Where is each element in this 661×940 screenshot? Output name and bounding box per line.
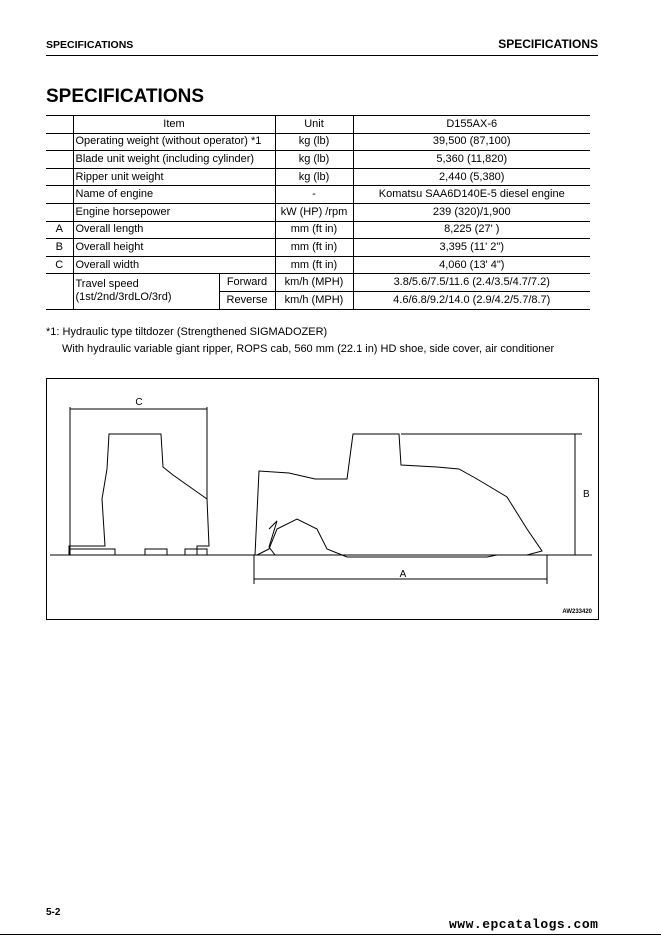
row-unit: km/h (MPH) (275, 274, 353, 292)
page-number: 5-2 (46, 907, 61, 918)
row-value: 5,360 (11,820) (353, 151, 590, 169)
header-model: D155AX-6 (353, 116, 590, 134)
row-item: Ripper unit weight (73, 168, 275, 186)
row-unit: km/h (MPH) (275, 291, 353, 309)
row-value: 3.8/5.6/7.5/11.6 (2.4/3.5/4.7/7.2) (353, 274, 590, 292)
table-row (46, 239, 590, 257)
specifications-table (46, 115, 590, 310)
travel-direction-forward: Forward (219, 274, 275, 292)
website-watermark[interactable]: www.epcatalogs.com (449, 917, 599, 932)
dimension-c-label: C (135, 397, 143, 408)
header-item: Item (73, 116, 275, 134)
row-mark: C (46, 256, 73, 274)
row-mark: B (46, 239, 73, 257)
front-view-outline (69, 434, 209, 555)
row-mark (46, 168, 73, 186)
travel-speed-label (73, 274, 219, 309)
travel-speed-label-line2: (1st/2nd/3rdLO/3rd) (75, 291, 172, 304)
row-unit: - (275, 186, 353, 204)
row-value: Komatsu SAA6D140E-5 diesel engine (353, 186, 590, 204)
travel-speed-label-line1: Travel speed (75, 278, 139, 291)
travel-direction-reverse: Reverse (219, 291, 275, 309)
row-mark (46, 203, 73, 221)
dimension-figure (46, 378, 599, 620)
row-unit: mm (ft in) (275, 239, 353, 257)
row-item: Engine horsepower (73, 203, 275, 221)
table-header-row (46, 116, 590, 134)
dimension-a-label: A (399, 569, 407, 580)
row-unit: kg (lb) (275, 133, 353, 151)
footnote-line-2: With hydraulic variable giant ripper, ROPS cab, 560 mm (22.1 in) HD shoe, side cover, air conditioner (62, 343, 555, 355)
table-row (46, 151, 590, 169)
side-view-outline (255, 434, 542, 557)
header-unit: Unit (275, 116, 353, 134)
row-item: Blade unit weight (including cylinder) (73, 151, 275, 169)
header-section-right: SPECIFICATIONS (498, 37, 598, 51)
row-item: Overall width (73, 256, 275, 274)
row-item: Operating weight (without operator) *1 (73, 133, 275, 151)
table-row-travel-forward (46, 274, 590, 292)
row-value: 4.6/6.8/9.2/14.0 (2.9/4.2/5.7/8.7) (353, 291, 590, 309)
table-row (46, 168, 590, 186)
row-value: 2,440 (5,380) (353, 168, 590, 186)
page-title: SPECIFICATIONS (46, 86, 204, 107)
table-row (46, 133, 590, 151)
row-value: 3,395 (11' 2") (353, 239, 590, 257)
row-unit: kW (HP) /rpm (275, 203, 353, 221)
row-unit: kg (lb) (275, 168, 353, 186)
table-row (46, 221, 590, 239)
row-mark: A (46, 221, 73, 239)
footer-rule (0, 934, 661, 935)
row-value: 239 (320)/1,900 (353, 203, 590, 221)
row-unit: mm (ft in) (275, 256, 353, 274)
dimension-b-label: B (583, 489, 590, 500)
table-row (46, 186, 590, 204)
footnote-line-1: *1: Hydraulic type tiltdozer (Strengthened SIGMADOZER) (46, 326, 328, 338)
row-unit: mm (ft in) (275, 221, 353, 239)
row-item: Overall length (73, 221, 275, 239)
row-item: Name of engine (73, 186, 275, 204)
row-value: 8,225 (27' ) (353, 221, 590, 239)
header-rule (46, 55, 598, 56)
row-value: 39,500 (87,100) (353, 133, 590, 151)
figure-code: AW233420 (562, 609, 592, 615)
row-value: 4,060 (13' 4") (353, 256, 590, 274)
row-unit: kg (lb) (275, 151, 353, 169)
row-mark (46, 151, 73, 169)
row-mark (46, 186, 73, 204)
row-item: Overall height (73, 239, 275, 257)
header-section-left: SPECIFICATIONS (46, 39, 134, 51)
dozer-dimension-drawing (47, 379, 598, 619)
row-mark (46, 133, 73, 151)
table-row (46, 256, 590, 274)
table-row (46, 203, 590, 221)
